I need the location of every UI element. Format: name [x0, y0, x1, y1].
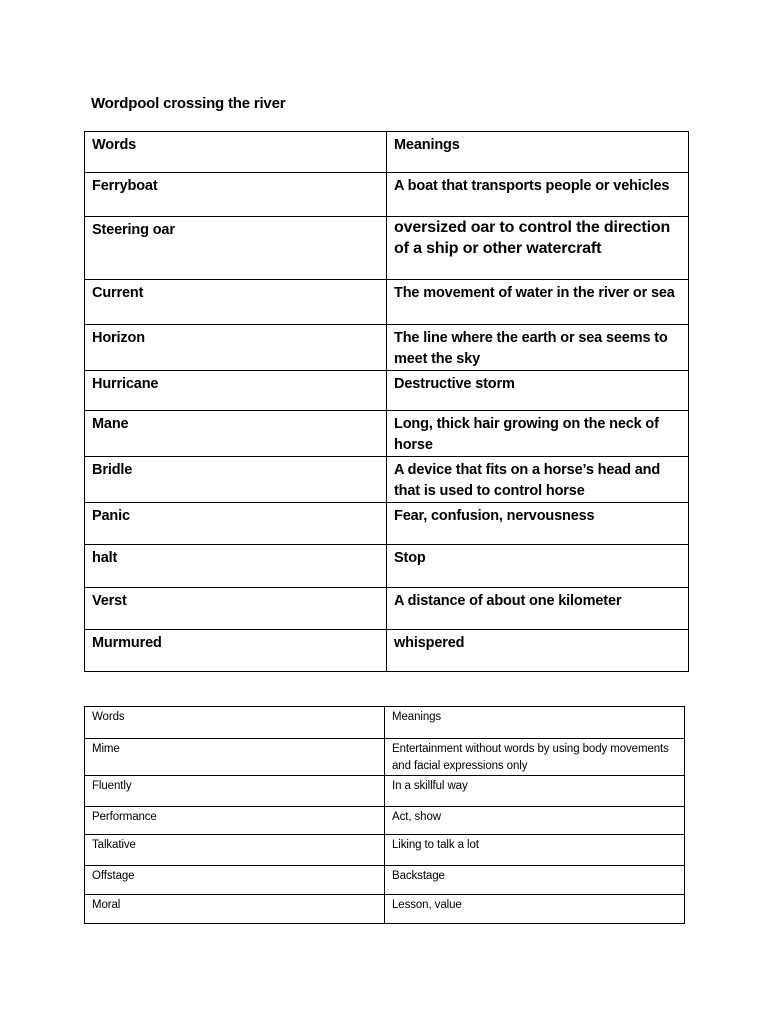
table-header-row — [85, 132, 689, 173]
table-header-row — [85, 707, 685, 739]
word-cell: Mane — [85, 411, 387, 457]
header-meanings: Meanings — [387, 132, 689, 173]
meaning-cell: A distance of about one kilometer — [387, 588, 689, 630]
meaning-cell: oversized oar to control the direction of a ship or other watercraft — [387, 217, 689, 280]
table-row — [85, 835, 685, 866]
word-cell: Ferryboat — [85, 173, 387, 217]
word-cell: Moral — [85, 895, 385, 924]
table-row — [85, 457, 689, 503]
word-cell: Mime — [85, 739, 385, 776]
table-row — [85, 371, 689, 411]
header-words: Words — [85, 707, 385, 739]
table-row — [85, 411, 689, 457]
word-cell: Steering oar — [85, 217, 387, 280]
meaning-cell: A device that fits on a horse’s head and that is used to control horse — [387, 457, 689, 503]
table-row — [85, 217, 689, 280]
meaning-cell: The movement of water in the river or sea — [387, 280, 689, 325]
meaning-cell: whispered — [387, 630, 689, 672]
meaning-cell: Stop — [387, 545, 689, 588]
table-row — [85, 280, 689, 325]
meaning-cell: Destructive storm — [387, 371, 689, 411]
table-row — [85, 739, 685, 776]
word-cell: Verst — [85, 588, 387, 630]
word-cell: Performance — [85, 807, 385, 835]
meaning-cell: Act, show — [385, 807, 685, 835]
word-cell: Hurricane — [85, 371, 387, 411]
word-cell: Horizon — [85, 325, 387, 371]
meaning-cell: Backstage — [385, 866, 685, 895]
table-row — [85, 895, 685, 924]
meaning-cell: Long, thick hair growing on the neck of horse — [387, 411, 689, 457]
table-row — [85, 630, 689, 672]
meaning-cell: Liking to talk a lot — [385, 835, 685, 866]
table-row — [85, 503, 689, 545]
word-cell: Talkative — [85, 835, 385, 866]
word-cell: Murmured — [85, 630, 387, 672]
word-cell: Bridle — [85, 457, 387, 503]
word-cell: Panic — [85, 503, 387, 545]
table-row — [85, 173, 689, 217]
table-row — [85, 866, 685, 895]
table-row — [85, 545, 689, 588]
vocabulary-table-crossing-the-river — [84, 131, 689, 672]
vocabulary-table-mime — [84, 706, 685, 924]
table-row — [85, 588, 689, 630]
meaning-cell: The line where the earth or sea seems to meet the sky — [387, 325, 689, 371]
word-cell: Offstage — [85, 866, 385, 895]
word-cell: Current — [85, 280, 387, 325]
meaning-cell: In a skillful way — [385, 776, 685, 807]
meaning-cell: A boat that transports people or vehicles — [387, 173, 689, 217]
table-row — [85, 807, 685, 835]
meaning-cell: Fear, confusion, nervousness — [387, 503, 689, 545]
meaning-cell: Entertainment without words by using body movements and facial expressions only — [385, 739, 685, 776]
word-cell: halt — [85, 545, 387, 588]
word-cell: Fluently — [85, 776, 385, 807]
header-words: Words — [85, 132, 387, 173]
meaning-cell: Lesson, value — [385, 895, 685, 924]
table-row — [85, 776, 685, 807]
page-title: Wordpool crossing the river — [91, 95, 286, 112]
header-meanings: Meanings — [385, 707, 685, 739]
table-row — [85, 325, 689, 371]
